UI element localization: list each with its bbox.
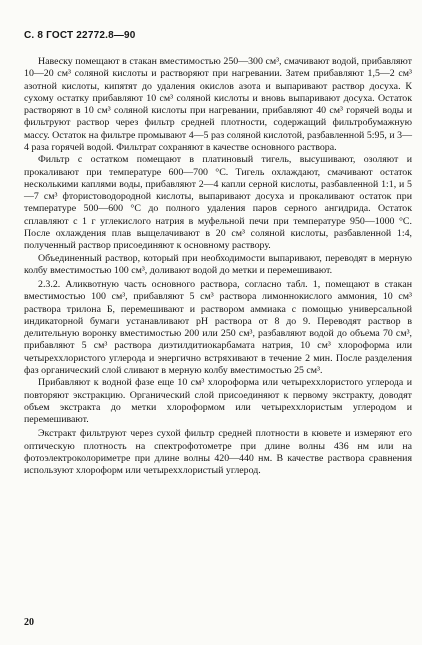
- paragraph-sample-dissolution: Навеску помещают в стакан вместимостью 250—300 см³, смачивают водой, прибавляют 10—20 см³ соляной кислоты и растворяют при нагревании. Затем прибавляют 1,5—2 см³ азотной кислоты, кипятят до удаления окислов азота и выпаривают раствор досуха. К сухому остатку прибавляют 10 см³ соляной кислоты и вновь выпаривают досуха. Остаток растворяют в 10 см³ соляной кислоты при нагревании, прибавляют 40 см³ горячей воды и фильтруют раствор через фильтр средней плотности, содержащий фильтробумажную массу. Остаток на фильтре промывают 4—5 раз соляной кислотой, разбавленной 5:95, и 3—4 раза горячей водой. Фильтрат сохраняют в качестве основного раствора.: [24, 56, 412, 153]
- page-number: 20: [24, 617, 34, 628]
- paragraph-repeat-extraction: Прибавляют к водной фазе еще 10 см³ хлороформа или четыреххлористого углерода и повторяют экстракцию. Органический слой присоединяют к первому экстракту, доводят объем экстракта до метки хлороформом или четыреххлористым углеродом и перемешивают.: [24, 377, 412, 426]
- paragraph-2-3-2-extraction: 2.3.2. Аликвотную часть основного раствора, согласно табл. 1, помещают в стакан вместимостью 100 см³, прибавляют 5 см³ раствора лимоннокислого аммония, 10 см³ раствора трилона Б, перемешивают и раствором аммиака с помощью универсальной индикаторной бумаги устанавливают рН раствора от 8 до 9. Переводят раствор в делительную воронку вместимостью 200 или 250 см³, разбавляют водой до объема 70 см³, прибавляют 5 см³ раствора диэтилдитиокарбамата натрия, 10 см³ хлороформа или четыреххлористого углерода и энергично встряхивают в течение 2 мин. После разделения фаз органический слой сливают в мерную колбу вместимостью 25 см³.: [24, 279, 412, 377]
- paragraph-residue-fusion: Фильтр с остатком помещают в платиновый тигель, высушивают, озоляют и прокаливают при температуре 600—700 °С. Тигель охлаждают, смачивают остаток несколькими каплями воды, прибавляют 2—4 капли серной кислоты, разбавленной 1:1, и 5—7 см³ фтористоводородной кислоты, выпаривают досуха и прокаливают остаток при температуре 500—600 °С до полного удаления паров серного ангидрида. Остаток сплавляют с 1 г углекислого натрия в муфельной печи при температуре 950—1000 °С. После охлаждения плав выщелачивают в 20 см³ соляной кислоты, разбавленной 1:4, полученный раствор присоединяют к основному раствору.: [24, 154, 412, 252]
- paragraph-combined-solution: Объединенный раствор, который при необходимости выпаривают, переводят в мерную колбу вместимостью 100 см³, доливают водой до метки и перемешивают.: [24, 252, 412, 276]
- body-text: [24, 56, 412, 478]
- page-header: С. 8 ГОСТ 22772.8—90: [24, 30, 136, 41]
- paragraph-optical-density: Экстракт фильтруют через сухой фильтр средней плотности в кювете и измеряют его оптическую плотность на спектрофотометре при длине волны 436 нм или на фотоэлектроколориметре при длине волны 420—440 нм. В качестве раствора сравнения используют хлороформ или четыреххлористый углерод.: [24, 428, 412, 477]
